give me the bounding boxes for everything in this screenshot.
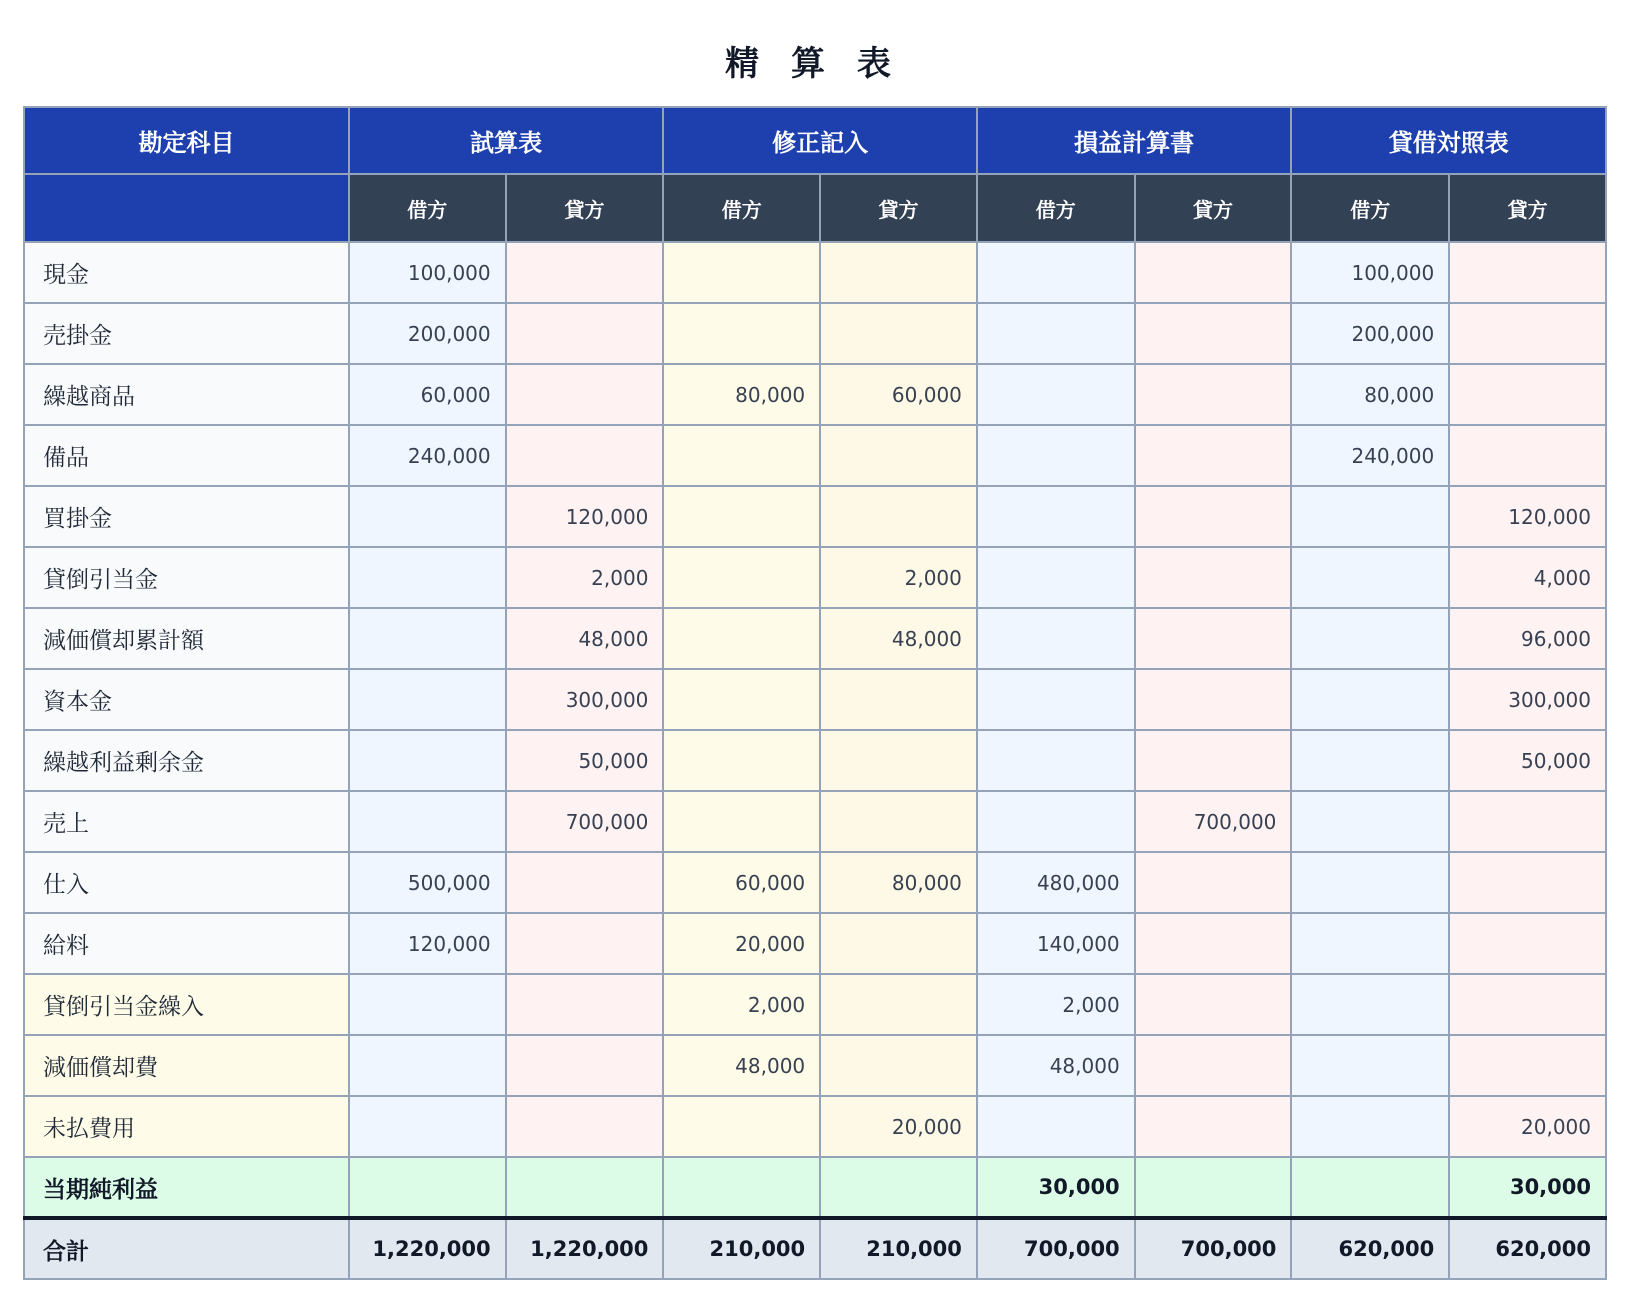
debit-cell: 700,000 (977, 1218, 1135, 1279)
credit-cell (1135, 852, 1292, 913)
table-row (24, 1035, 1606, 1096)
debit-cell (349, 791, 506, 852)
account-name: 繰越商品 (24, 364, 349, 425)
header-debit: 借方 (349, 174, 506, 242)
credit-cell (506, 974, 664, 1035)
debit-cell (977, 1096, 1135, 1157)
credit-cell (1135, 974, 1292, 1035)
credit-cell: 2,000 (506, 547, 664, 608)
credit-cell (820, 669, 977, 730)
debit-cell (977, 791, 1135, 852)
debit-cell: 30,000 (977, 1157, 1135, 1218)
credit-cell: 50,000 (1449, 730, 1606, 791)
credit-cell (1449, 974, 1606, 1035)
credit-cell: 60,000 (820, 364, 977, 425)
debit-cell (663, 1157, 820, 1218)
account-name: 貸倒引当金繰入 (24, 974, 349, 1035)
credit-cell (1449, 242, 1606, 303)
credit-cell: 120,000 (1449, 486, 1606, 547)
table-row (24, 486, 1606, 547)
table-row (24, 852, 1606, 913)
debit-cell (663, 1096, 820, 1157)
credit-cell (506, 425, 664, 486)
debit-cell: 80,000 (1291, 364, 1449, 425)
table-row (24, 913, 1606, 974)
credit-cell (1135, 608, 1292, 669)
credit-cell (1135, 913, 1292, 974)
table-row (24, 364, 1606, 425)
debit-cell (663, 669, 820, 730)
header-blank (24, 174, 349, 242)
credit-cell: 80,000 (820, 852, 977, 913)
account-name: 買掛金 (24, 486, 349, 547)
debit-cell: 2,000 (663, 974, 820, 1035)
debit-cell (977, 303, 1135, 364)
debit-cell (349, 1157, 506, 1218)
table-row (24, 1096, 1606, 1157)
header-row-groups (24, 107, 1606, 174)
credit-cell (820, 303, 977, 364)
table-row (24, 974, 1606, 1035)
debit-cell (1291, 852, 1449, 913)
credit-cell: 20,000 (1449, 1096, 1606, 1157)
debit-cell: 60,000 (663, 852, 820, 913)
credit-cell: 2,000 (820, 547, 977, 608)
credit-cell: 700,000 (1135, 791, 1292, 852)
debit-cell (1291, 791, 1449, 852)
debit-cell: 500,000 (349, 852, 506, 913)
credit-cell (1135, 730, 1292, 791)
header-credit: 貸方 (506, 174, 664, 242)
total-row (24, 1218, 1606, 1279)
debit-cell (663, 303, 820, 364)
debit-cell (663, 425, 820, 486)
debit-cell: 120,000 (349, 913, 506, 974)
credit-cell: 50,000 (506, 730, 664, 791)
debit-cell (663, 791, 820, 852)
table-row (24, 425, 1606, 486)
debit-cell: 210,000 (663, 1218, 820, 1279)
table-row (24, 730, 1606, 791)
debit-cell (349, 974, 506, 1035)
credit-cell (1135, 303, 1292, 364)
credit-cell (1449, 1035, 1606, 1096)
header-income-statement: 損益計算書 (977, 107, 1292, 174)
debit-cell: 48,000 (977, 1035, 1135, 1096)
account-name: 減価償却費 (24, 1035, 349, 1096)
credit-cell (1135, 242, 1292, 303)
debit-cell: 48,000 (663, 1035, 820, 1096)
debit-cell: 240,000 (349, 425, 506, 486)
debit-cell: 80,000 (663, 364, 820, 425)
credit-cell: 120,000 (506, 486, 664, 547)
debit-cell: 20,000 (663, 913, 820, 974)
debit-cell (349, 730, 506, 791)
credit-cell: 700,000 (506, 791, 664, 852)
debit-cell (1291, 547, 1449, 608)
credit-cell: 300,000 (1449, 669, 1606, 730)
header-credit: 貸方 (1449, 174, 1606, 242)
credit-cell (1449, 791, 1606, 852)
header-debit: 借方 (977, 174, 1135, 242)
debit-cell (1291, 486, 1449, 547)
header-debit: 借方 (663, 174, 820, 242)
credit-cell (506, 242, 664, 303)
table-row (24, 669, 1606, 730)
debit-cell: 100,000 (349, 242, 506, 303)
credit-cell: 1,220,000 (506, 1218, 664, 1279)
debit-cell (663, 547, 820, 608)
credit-cell: 48,000 (506, 608, 664, 669)
table-row (24, 547, 1606, 608)
debit-cell (977, 730, 1135, 791)
debit-cell (1291, 1157, 1449, 1218)
credit-cell (1135, 486, 1292, 547)
credit-cell: 620,000 (1449, 1218, 1606, 1279)
debit-cell (1291, 730, 1449, 791)
account-name: 給料 (24, 913, 349, 974)
account-name: 資本金 (24, 669, 349, 730)
credit-cell: 48,000 (820, 608, 977, 669)
debit-cell: 240,000 (1291, 425, 1449, 486)
debit-cell (349, 1096, 506, 1157)
account-name: 貸倒引当金 (24, 547, 349, 608)
credit-cell (506, 913, 664, 974)
account-name: 繰越利益剰余金 (24, 730, 349, 791)
credit-cell: 210,000 (820, 1218, 977, 1279)
credit-cell (820, 486, 977, 547)
debit-cell (349, 486, 506, 547)
credit-cell (1135, 364, 1292, 425)
account-name: 売上 (24, 791, 349, 852)
credit-cell (506, 1096, 664, 1157)
table-row (24, 303, 1606, 364)
debit-cell (977, 486, 1135, 547)
table-row (24, 791, 1606, 852)
header-adjustments: 修正記入 (663, 107, 976, 174)
debit-cell (1291, 913, 1449, 974)
debit-cell (977, 608, 1135, 669)
page-title: 精 算 表 (725, 44, 901, 84)
account-name: 合計 (24, 1218, 349, 1279)
header-credit: 貸方 (1135, 174, 1292, 242)
credit-cell (820, 974, 977, 1035)
debit-cell (977, 669, 1135, 730)
credit-cell (506, 1157, 664, 1218)
header-row-sides (24, 174, 1606, 242)
debit-cell (1291, 974, 1449, 1035)
debit-cell (977, 242, 1135, 303)
debit-cell: 100,000 (1291, 242, 1449, 303)
credit-cell (506, 852, 664, 913)
debit-cell: 480,000 (977, 852, 1135, 913)
credit-cell (1135, 1035, 1292, 1096)
header-credit: 貸方 (820, 174, 977, 242)
account-name: 備品 (24, 425, 349, 486)
credit-cell (1449, 364, 1606, 425)
credit-cell (506, 303, 664, 364)
header-trial-balance: 試算表 (349, 107, 664, 174)
debit-cell: 200,000 (1291, 303, 1449, 364)
credit-cell (1135, 547, 1292, 608)
credit-cell: 20,000 (820, 1096, 977, 1157)
debit-cell (349, 1035, 506, 1096)
credit-cell (1449, 913, 1606, 974)
credit-cell: 700,000 (1135, 1218, 1292, 1279)
debit-cell (977, 547, 1135, 608)
account-name: 当期純利益 (24, 1157, 349, 1218)
header-debit: 借方 (1291, 174, 1449, 242)
debit-cell (349, 669, 506, 730)
credit-cell (820, 791, 977, 852)
credit-cell: 4,000 (1449, 547, 1606, 608)
debit-cell: 200,000 (349, 303, 506, 364)
credit-cell (1135, 425, 1292, 486)
header-balance-sheet: 貸借対照表 (1291, 107, 1606, 174)
debit-cell (1291, 1035, 1449, 1096)
debit-cell (977, 364, 1135, 425)
table-row (24, 242, 1606, 303)
account-name: 売掛金 (24, 303, 349, 364)
credit-cell (820, 730, 977, 791)
net-income-row (24, 1157, 1606, 1218)
debit-cell (349, 608, 506, 669)
credit-cell (820, 1035, 977, 1096)
credit-cell (820, 1157, 977, 1218)
header-account: 勘定科目 (24, 107, 349, 174)
debit-cell: 140,000 (977, 913, 1135, 974)
credit-cell (820, 242, 977, 303)
credit-cell (820, 425, 977, 486)
debit-cell (977, 425, 1135, 486)
credit-cell (820, 913, 977, 974)
worksheet-table (23, 106, 1607, 1280)
debit-cell (663, 486, 820, 547)
account-name: 仕入 (24, 852, 349, 913)
table-row (24, 608, 1606, 669)
account-name: 減価償却累計額 (24, 608, 349, 669)
credit-cell (1135, 1157, 1292, 1218)
credit-cell (1449, 303, 1606, 364)
debit-cell (663, 242, 820, 303)
debit-cell (1291, 1096, 1449, 1157)
credit-cell: 300,000 (506, 669, 664, 730)
debit-cell: 620,000 (1291, 1218, 1449, 1279)
account-name: 未払費用 (24, 1096, 349, 1157)
credit-cell (1135, 1096, 1292, 1157)
credit-cell (1449, 425, 1606, 486)
account-name: 現金 (24, 242, 349, 303)
debit-cell: 2,000 (977, 974, 1135, 1035)
debit-cell (1291, 669, 1449, 730)
credit-cell: 30,000 (1449, 1157, 1606, 1218)
credit-cell (1135, 669, 1292, 730)
debit-cell (663, 730, 820, 791)
credit-cell: 96,000 (1449, 608, 1606, 669)
debit-cell: 1,220,000 (349, 1218, 506, 1279)
debit-cell (663, 608, 820, 669)
credit-cell (1449, 852, 1606, 913)
debit-cell (349, 547, 506, 608)
table-body (24, 242, 1606, 1279)
credit-cell (506, 364, 664, 425)
debit-cell: 60,000 (349, 364, 506, 425)
debit-cell (1291, 608, 1449, 669)
credit-cell (506, 1035, 664, 1096)
